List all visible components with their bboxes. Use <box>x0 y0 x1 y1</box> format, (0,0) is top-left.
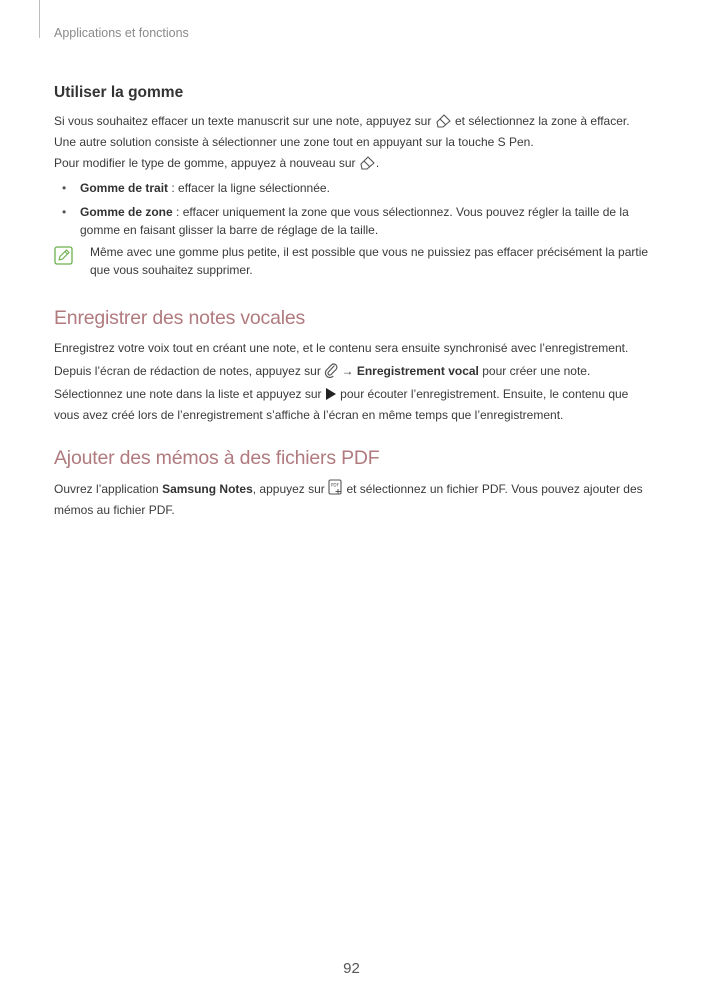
pdf-paragraph-1: Ouvrez l’application Samsung Notes, appuyez sur PDF et sélectionnez un fichier PDF. Vous pouvez ajouter des mémos au fichier PDF. <box>54 479 654 519</box>
note-box <box>54 243 654 279</box>
pdf-title: Ajouter des mémos à des fichiers PDF <box>54 447 380 469</box>
paperclip-icon <box>324 362 338 383</box>
play-icon <box>325 387 337 406</box>
note-text: Même avec une gomme plus petite, il est possible que vous ne puissiez pas effacer précisément la partie que vous souhaitez supprimer. <box>90 245 649 277</box>
eraser-paragraph-2: Pour modifier le type de gomme, appuyez à nouveau sur . <box>54 154 654 175</box>
list-item: • Gomme de trait : effacer la ligne sélectionnée. <box>54 179 654 197</box>
voice-title: Enregistrer des notes vocales <box>54 307 306 329</box>
voice-paragraph-1: Enregistrez votre voix tout en créant une note, et le contenu sera ensuite synchronisé avec l’enregistrement. <box>54 341 629 355</box>
eraser-paragraph-1: Si vous souhaitez effacer un texte manuscrit sur une note, appuyez sur et sélectionnez la zone à effacer. Une autre solution consiste à sélectionner une zone tout en appuyant sur la touche S Pen. <box>54 114 630 149</box>
voice-paragraph-2: Depuis l’écran de rédaction de notes, appuyez sur → Enregistrement vocal pour créer une note. <box>54 362 654 383</box>
list-item: • Gomme de zone : effacer uniquement la zone que vous sélectionnez. Vous pouvez régler la taille de la gomme en faisant glisser la barre de réglage de la taille. <box>54 203 654 239</box>
section-header: Applications et fonctions <box>54 26 189 40</box>
pdf-import-icon <box>328 479 343 501</box>
eraser-bullet-list <box>54 179 654 239</box>
voice-paragraph-3: Sélectionnez une note dans la liste et appuyez sur pour écouter l’enregistrement. Ensuite, le contenu que vous avez créé lors de l’enregistrement s’affiche à l’écran en même temps que l’enregistrement. <box>54 387 629 422</box>
eraser-icon <box>435 113 452 133</box>
svg-text:PDF: PDF <box>331 482 340 488</box>
header-rule <box>39 0 40 38</box>
page-number: 92 <box>343 960 360 977</box>
eraser-title: Utiliser la gomme <box>54 84 184 101</box>
note-pencil-icon <box>54 246 73 270</box>
eraser-icon <box>359 155 376 175</box>
